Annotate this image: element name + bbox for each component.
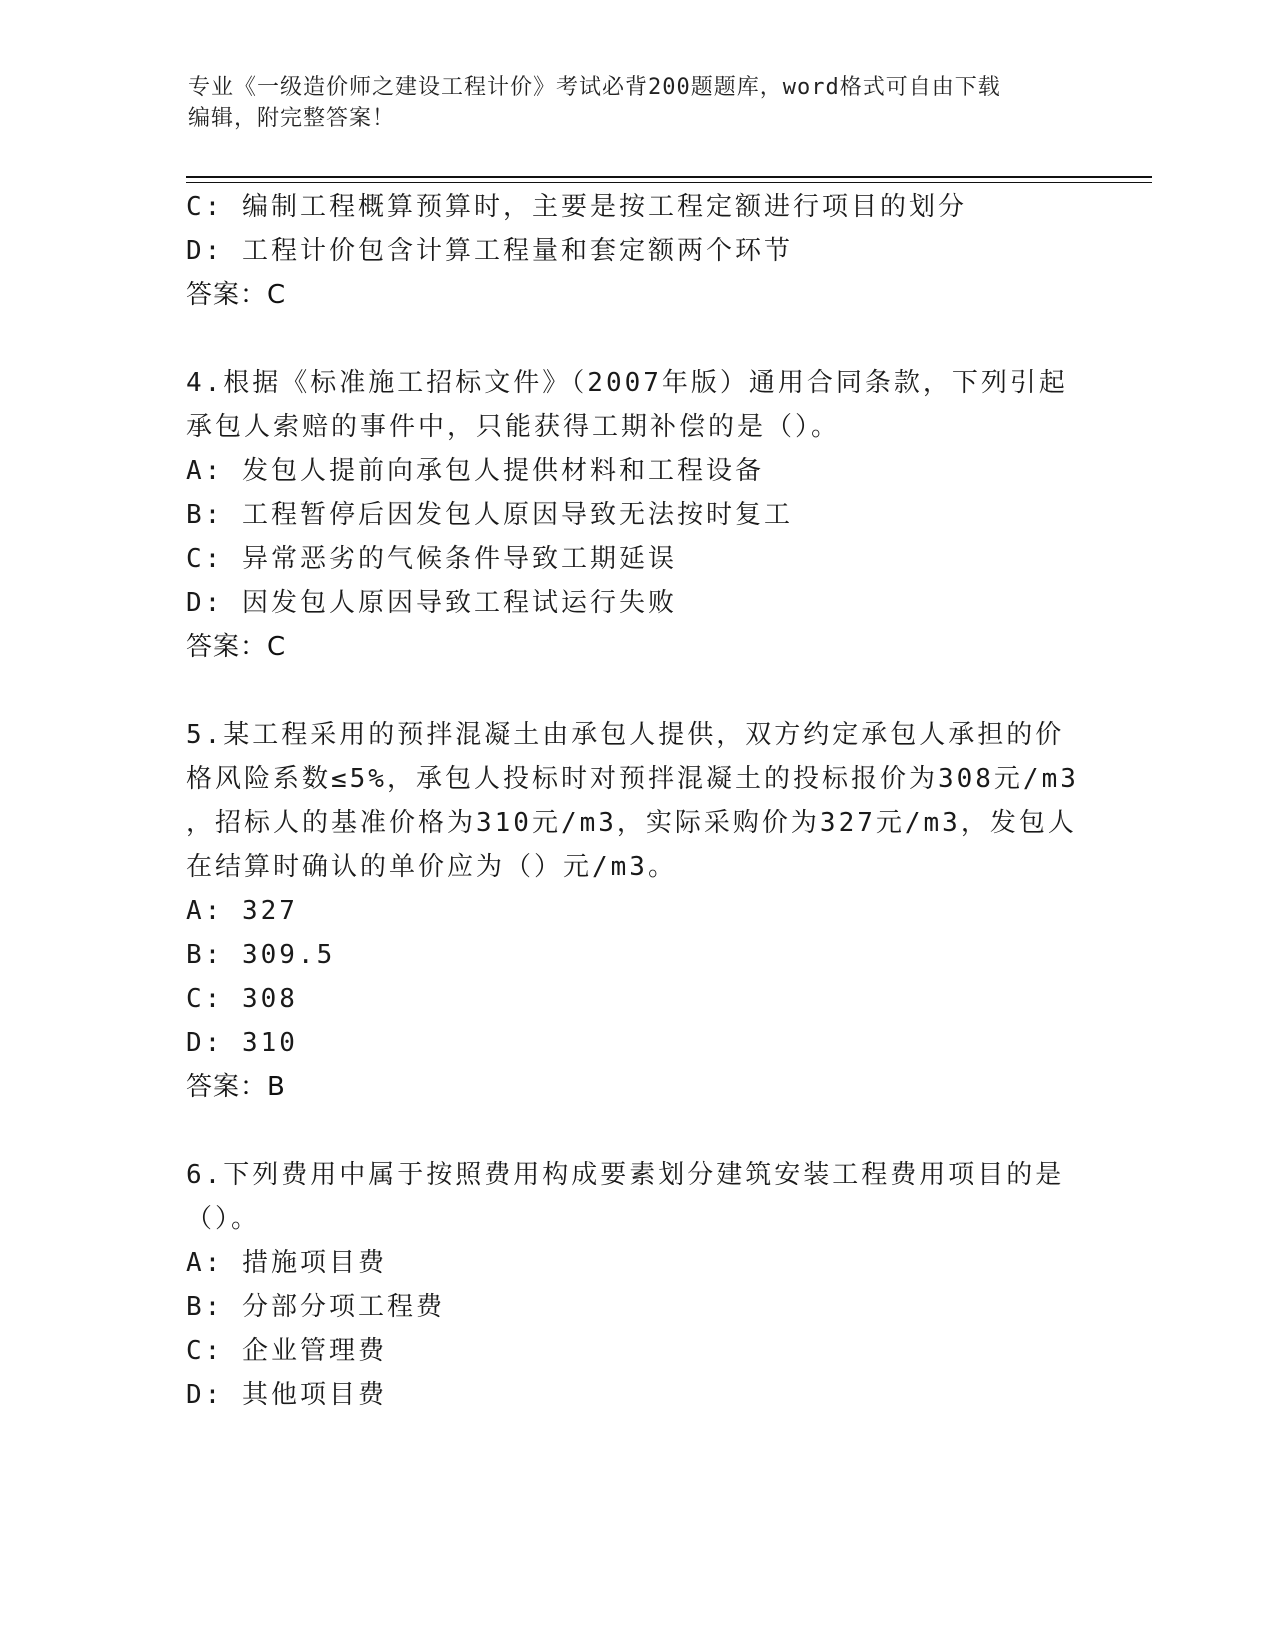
q3-answer: 答案：C <box>186 280 287 310</box>
q4-stem-line-1: 4.根据《标准施工招标文件》（2007年版）通用合同条款，下列引起 <box>186 368 1068 398</box>
q4-answer: 答案：C <box>186 632 287 662</box>
q4-option-b: B: 工程暂停后因发包人原因导致无法按时复工 <box>186 500 793 530</box>
header-divider-thin <box>186 182 1152 183</box>
q5-stem-line-3: ，招标人的基准价格为310元/m3，实际采购价为327元/m3，发包人 <box>186 808 1077 838</box>
q6-stem-line-1: 6.下列费用中属于按照费用构成要素划分建筑安装工程费用项目的是 <box>186 1160 1065 1190</box>
q3-option-c: C: 编制工程概算预算时，主要是按工程定额进行项目的划分 <box>186 192 967 222</box>
q5-answer: 答案：B <box>186 1072 286 1102</box>
q5-option-b: B: 309.5 <box>186 940 336 970</box>
q6-option-c: C: 企业管理费 <box>186 1336 387 1366</box>
q5-stem-line-4: 在结算时确认的单价应为（）元/m3。 <box>186 852 677 882</box>
q5-stem-line-1: 5.某工程采用的预拌混凝土由承包人提供，双方约定承包人承担的价 <box>186 720 1065 750</box>
header-divider-thick <box>186 176 1152 178</box>
q3-option-d: D: 工程计价包含计算工程量和套定额两个环节 <box>186 236 793 266</box>
q5-option-d: D: 310 <box>186 1028 298 1058</box>
q4-option-c: C: 异常恶劣的气候条件导致工期延误 <box>186 544 677 574</box>
header-line-2: 编辑，附完整答案！ <box>188 106 396 131</box>
q6-option-d: D: 其他项目费 <box>186 1380 387 1410</box>
header-line-1: 专业《一级造价师之建设工程计价》考试必背200题题库，word格式可自由下载 <box>188 75 1001 100</box>
q6-option-a: A: 措施项目费 <box>186 1248 387 1278</box>
q4-stem-line-2: 承包人索赔的事件中，只能获得工期补偿的是（）。 <box>186 412 841 442</box>
q6-option-b: B: 分部分项工程费 <box>186 1292 445 1322</box>
q5-option-a: A: 327 <box>186 896 298 926</box>
q5-stem-line-2: 格风险系数≤5%，承包人投标时对预拌混凝土的投标报价为308元/m3 <box>186 764 1079 794</box>
q4-option-a: A: 发包人提前向承包人提供材料和工程设备 <box>186 456 764 486</box>
q5-option-c: C: 308 <box>186 984 298 1014</box>
q4-option-d: D: 因发包人原因导致工程试运行失败 <box>186 588 677 618</box>
document-header <box>188 72 1088 134</box>
q6-stem-line-2: （）。 <box>186 1204 261 1234</box>
